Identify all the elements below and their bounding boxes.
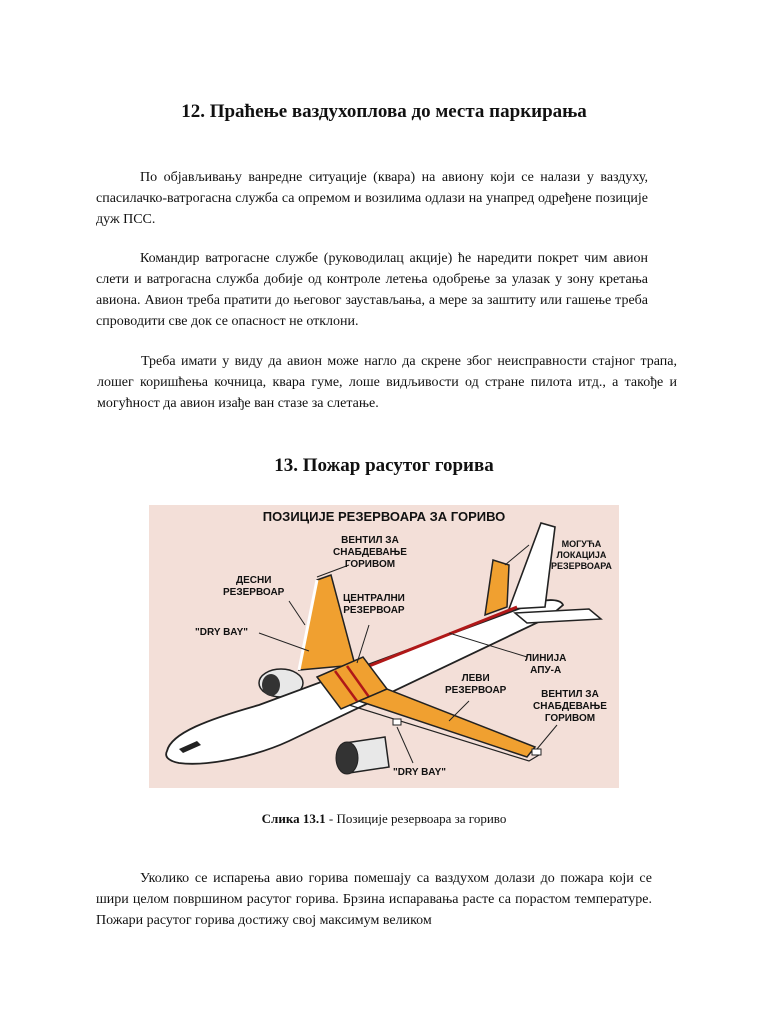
label-right-tank: ДЕСНИ РЕЗЕРВОАР bbox=[223, 575, 285, 598]
figure-caption bbox=[0, 811, 768, 827]
caption-number: Слика 13.1 bbox=[261, 811, 326, 826]
section-13-heading: 13. Пожар расутог горива bbox=[274, 455, 494, 476]
label-dry-bay-bottom: "DRY BAY" bbox=[393, 767, 447, 778]
diagram-title: ПОЗИЦИЈЕ РЕЗЕРВОАРА ЗА ГОРИВО bbox=[262, 509, 506, 524]
label-valve-right: ВЕНТИЛ ЗА СНАБДЕВАЊЕ ГОРИВОМ bbox=[533, 689, 607, 724]
far-stabilizer bbox=[485, 560, 509, 615]
label-possible-location: МОГУЋА ЛОКАЦИЈА РЕЗЕРВОАРА bbox=[551, 539, 612, 571]
left-engine bbox=[336, 737, 389, 774]
label-valve-top: ВЕНТИЛ ЗА СНАБДЕВАЊЕ ГОРИВОМ bbox=[333, 535, 407, 570]
caption-text: - Позиције резервоара за гориво bbox=[325, 811, 507, 826]
label-left-tank: ЛЕВИ РЕЗЕРВОАР bbox=[445, 673, 507, 696]
label-center-tank: ЦЕНТРАЛНИ РЕЗЕРВОАР bbox=[343, 593, 405, 616]
fuel-tank-diagram bbox=[149, 505, 619, 788]
vertical-tail bbox=[509, 523, 555, 609]
paragraph: Уколико се испарења авио горива помешају са ваздухом долази до пожара који се шири целом површином расутог горива. Брзина испаравања расте са порастом температуре. Пожари расутог горива достижу свој максимум великом bbox=[96, 871, 652, 928]
paragraph: По објављивању ванредне ситуације (квара) на авиону који се налази у ваздуху, спасилачко-ватрогасна служба са опремом и возилима одлази на унапред одређене позиције дуж ПСС. bbox=[96, 170, 648, 227]
paragraph: Треба имати у виду да авион може нагло да скрене због неисправности стајног трапа, лошег коришћења кочница, квара гуме, лоше видљивости од стране пилота итд., а такође и могућност да авион изађе ван стазе за слетање. bbox=[97, 354, 677, 411]
paragraph: Командир ватрогасне службе (руководилац акције) ће наредити покрет чим авион слети и ватрогасна служба добије од контроле летења одобрење за улазак у зону кретања авиона. Авион треба пратити до његовог заустављања, а мере за заштиту или гашење треба спроводити све док се опасност не отклони. bbox=[96, 251, 648, 329]
section-12-heading: 12. Праћење ваздухоплова до места паркирања bbox=[181, 101, 587, 122]
label-apu-line: ЛИНИЈА АПУ-А bbox=[525, 653, 567, 676]
label-dry-bay-top: "DRY BAY" bbox=[195, 627, 249, 638]
